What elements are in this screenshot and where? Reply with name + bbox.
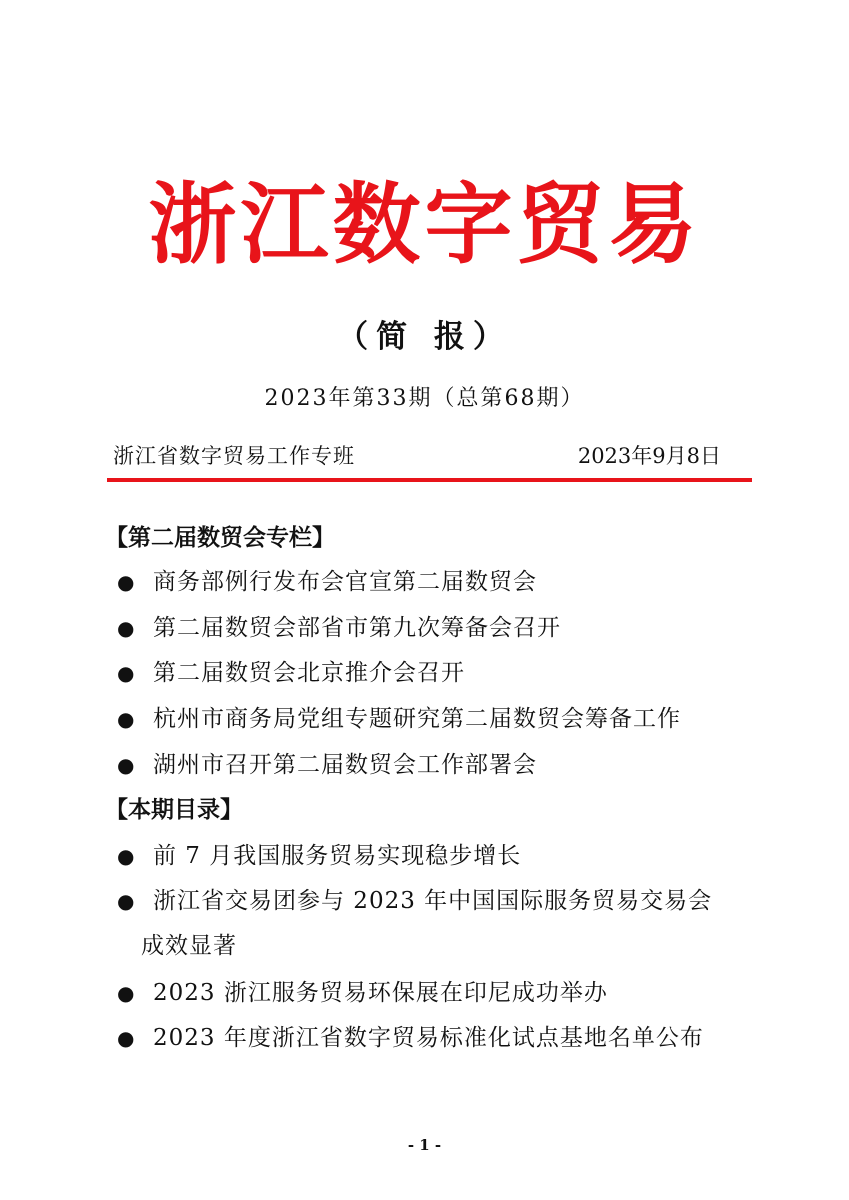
list-item-text: 商务部例行发布会官宣第二届数贸会 <box>153 569 537 595</box>
section-heading-expo: 【第二届数贸会专栏】 <box>105 525 335 551</box>
bullet-icon: ● <box>117 707 136 731</box>
issuing-organization: 浙江省数字贸易工作专班 <box>113 444 355 468</box>
list-item-text-continued: 成效显著 <box>141 933 237 959</box>
bullet-icon: ● <box>117 661 136 685</box>
list-item-text: 第二届数贸会部省市第九次筹备会召开 <box>153 615 561 641</box>
masthead-title: 浙江数字贸易 <box>148 172 701 276</box>
list-item-text: 杭州市商务局党组专题研究第二届数贸会筹备工作 <box>153 706 681 732</box>
list-item-text: 2023 年度浙江省数字贸易标准化试点基地名单公布 <box>153 1025 704 1051</box>
issue-number: 2023年第33期（总第68期） <box>264 386 585 411</box>
subtitle: （简 报） <box>337 319 512 355</box>
list-item-text: 湖州市召开第二届数贸会工作部署会 <box>153 752 537 778</box>
section-heading-contents: 【本期目录】 <box>105 797 243 823</box>
bullet-icon: ● <box>117 844 136 868</box>
list-item-text: 浙江省交易团参与 2023 年中国国际服务贸易交易会 <box>153 888 713 914</box>
page-number: - 1 - <box>407 1136 442 1154</box>
bullet-icon: ● <box>117 981 136 1005</box>
bullet-icon: ● <box>117 753 136 777</box>
list-item-text: 2023 浙江服务贸易环保展在印尼成功举办 <box>153 980 608 1006</box>
issue-date: 2023年9月8日 <box>577 444 721 468</box>
bullet-icon: ● <box>117 616 136 640</box>
bullet-icon: ● <box>117 570 136 594</box>
list-item-text: 第二届数贸会北京推介会召开 <box>153 660 465 686</box>
bullet-icon: ● <box>117 889 136 913</box>
red-divider-rule <box>107 478 752 482</box>
list-item-text: 前 7 月我国服务贸易实现稳步增长 <box>153 843 522 869</box>
bullet-icon: ● <box>117 1026 136 1050</box>
